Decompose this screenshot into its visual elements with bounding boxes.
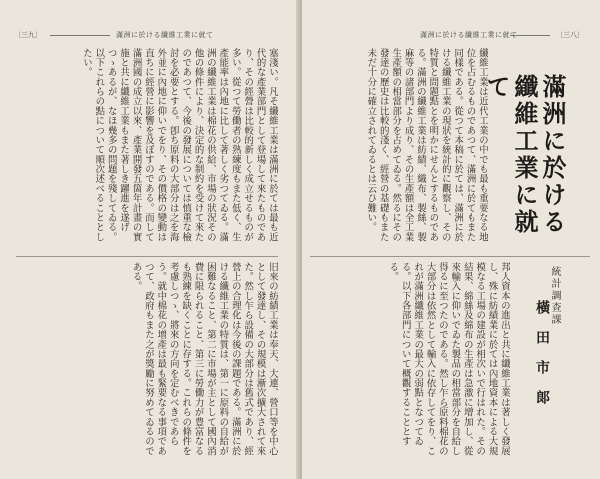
left-running-title: 滿洲に於ける纖維工業に就て <box>116 31 214 39</box>
right-column-divider <box>310 256 590 257</box>
right-page-number: 〔三八〕 <box>556 31 584 39</box>
right-lower-text: 邦人資本の進出と共に纖維工業は著しく發展し、殊に紡績業に於ては內地資本による大規模なる工場の建設が相次いで行はれた。その結果、綿絲及綿布の生產は急激に增加し、從來輸入に仰いでゐた製品の相當部分を自給し得るに至つたのである。然し乍ら原料棉花の大部分は依然として輸入に依存してをり、これが滿洲纖維工業の最大の弱點となつてゐる。以下各部門について概觀することとする。 <box>387 262 510 456</box>
article-title: 滿洲に於ける纖維工業に就て <box>482 74 567 236</box>
left-column-divider <box>16 256 278 257</box>
left-upper-text: 塞淺い。凡そ纖維工業は滿洲に於ては最も近代的な產業部門として登場して來たものであり、その經營は比較的新しく成立せるものが多い。從つて勞働者の熟練度もまた低く、生產能率は內地に比して著しく劣つてゐる。滿洲の纖維工業は棉花の供給、市場の狀況その他の條件により、決定的な制約を受けて來たのであつて、今後の發展については慎重な檢討を必要とする。卽ち原料の大部分は之を海外並に內地に仰いでをり、その價格の變動は直ちに經營に影響を及ぼすのである。而して滿洲國の成立以來、產業開發五箇年計畫の實施と共に纖維工業もまた著しき躍進を遂げつゝあるが、なほ幾多の問題を殘してゐる。以下これらの點について順次述べることとしたい。 <box>80 48 278 242</box>
left-running-header <box>14 28 284 42</box>
byline-author: 橫田市郞 <box>534 300 550 420</box>
left-lower-text: 旧來の紡績工業は奉天、大連、營口等を中心として發達し、その規模は漸次擴大されて來た。然し乍ら設備の大部分は舊式であり、經營上の合理化は今後の課題である。滿洲に於ける纖維工業の特質は、第一に原料の自給が困難なること、第二に市場が主として國內消費に限られること、第三に勞働力が豊富なるも熟練を缺くことに存する。これらの條件を考慮しつゝ、將來の方向を定むべきであらう。就中棉花の增產は最も緊要なる事項であつて、政府もまた之が獎勵に努めてゐるのである。 <box>130 262 278 456</box>
right-page <box>302 0 600 479</box>
left-page <box>0 0 298 479</box>
byline-department: 統計調查課 <box>549 266 560 326</box>
right-running-header <box>310 28 590 42</box>
left-page-number: 〔三九〕 <box>14 31 42 39</box>
right-upper-text: 纖維工業は近代工業の中でも最も重要なる地位を占むるものであつて、滿洲に於てもまた同樣である。從つて本稿に於ては、滿洲に於ける纖維工業の現狀を統計的に觀察し、その特質と問題點とを明かにせんとするものである。滿洲の纖維工業は紡績、織布、製絲、製麻等の諸部門より成り、その生產額は全工業生產額の相當部分を占めてゐる。然るにその發達の歷史は比較的淺く、經營の基礎もまた未だ十分に確立されてゐるとは云ひ難い。 <box>365 48 488 242</box>
right-header-rule <box>510 35 550 36</box>
left-header-rule <box>50 35 110 36</box>
right-running-title: 滿洲に於ける纖維工業に就て <box>420 31 518 39</box>
